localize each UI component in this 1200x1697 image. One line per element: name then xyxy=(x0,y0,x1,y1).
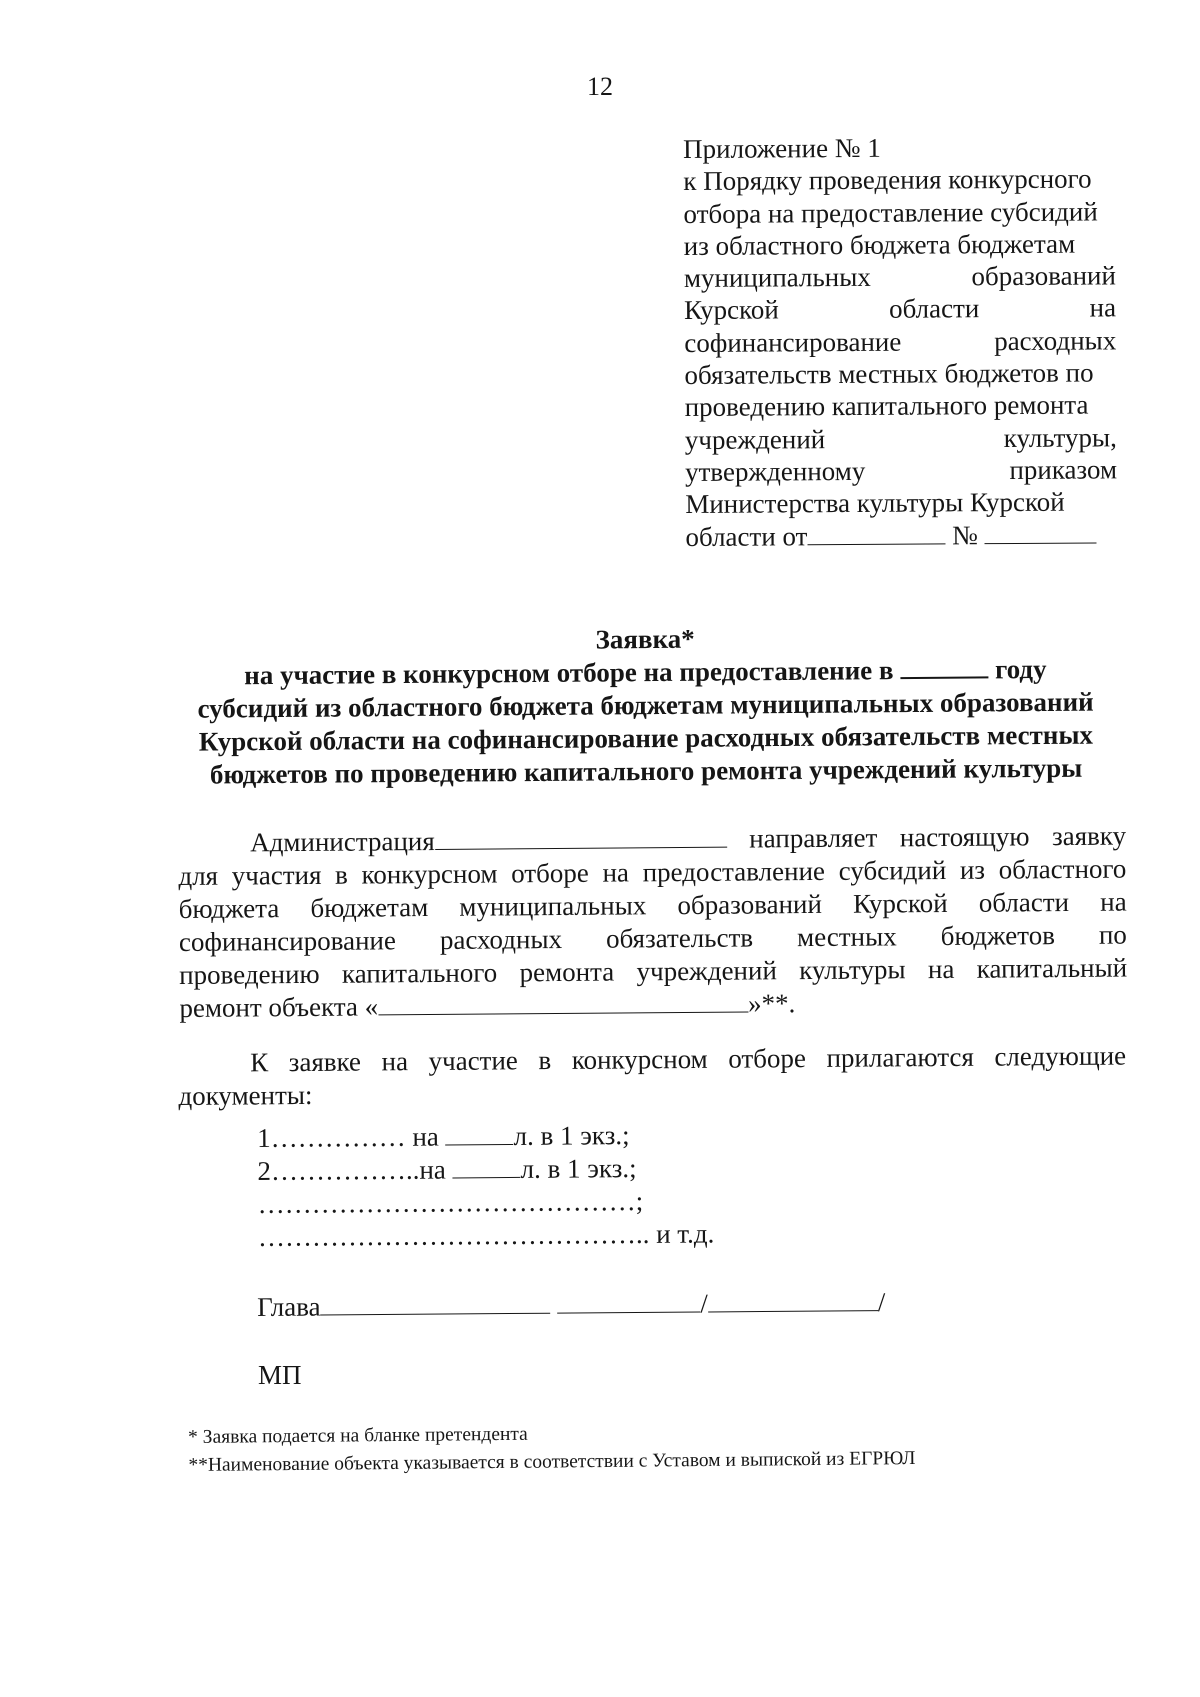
list-item-prefix: 1…………… на xyxy=(257,1121,439,1153)
slash-separator: / xyxy=(700,1288,708,1319)
appendix-line: Курской области на xyxy=(683,292,1117,326)
list-item-suffix: л. в 1 экз.; xyxy=(513,1120,630,1151)
stamp-label: МП xyxy=(258,1360,302,1390)
title-line-part: году xyxy=(994,653,1047,685)
administration-label: Администрация xyxy=(250,825,435,858)
paragraph-line: бюджета бюджетам муниципальных образований Курской области на xyxy=(178,886,1127,924)
list-item-suffix: л. в 1 экз.; xyxy=(520,1153,637,1184)
attachments-paragraph xyxy=(178,1040,1126,1113)
application-title xyxy=(150,619,1141,792)
appendix-line: к Порядку проведения конкурсного xyxy=(683,163,1092,197)
date-blank[interactable] xyxy=(807,521,945,545)
title-heading: Заявка* xyxy=(595,623,695,655)
title-line: Курской области на софинансирование расходных обязательств местных xyxy=(198,719,1094,757)
number-sign: № xyxy=(952,519,979,550)
object-name-blank[interactable] xyxy=(378,990,748,1016)
slash-closing: / xyxy=(877,1287,886,1318)
paragraph-line: проведению капитального ремонта учреждений культуры на капитальный xyxy=(179,952,1128,990)
appendix-line: софинансирование расходных xyxy=(684,325,1117,358)
appendix-line: обязательств местных бюджетов по xyxy=(684,357,1094,391)
appendix-line: утвержденному приказом xyxy=(684,454,1118,487)
application-paragraph xyxy=(178,820,1128,1025)
signature-line xyxy=(257,1287,885,1323)
paragraph-line: документы: xyxy=(178,1079,313,1111)
signature-blank[interactable] xyxy=(320,1291,550,1316)
title-line: субсидий из областного бюджета бюджетам муниципальных образований xyxy=(197,686,1094,724)
appendix-title: Приложение № 1 xyxy=(683,132,881,164)
list-item: ……………………………………; xyxy=(257,1185,644,1219)
appendix-header xyxy=(683,130,1118,552)
list-item xyxy=(257,1151,714,1188)
pages-blank[interactable] xyxy=(445,1122,513,1146)
order-number-blank[interactable] xyxy=(985,520,1097,544)
page-number: 12 xyxy=(587,72,613,101)
list-item-prefix: 2……………..на xyxy=(257,1154,446,1186)
appendix-line: проведению капитального ремонта xyxy=(684,389,1089,423)
administration-blank[interactable] xyxy=(435,825,727,850)
paragraph-line xyxy=(179,985,1127,1025)
list-item: …………………………………….. и т.д. xyxy=(257,1218,715,1252)
footnotes xyxy=(188,1417,916,1480)
paragraph-line: софинансирование расходных обязательств местных бюджетов по xyxy=(178,919,1127,957)
list-item xyxy=(257,1118,714,1155)
appendix-date-line xyxy=(685,518,1117,553)
name-blank[interactable] xyxy=(708,1288,878,1312)
appendix-line: учреждений культуры, xyxy=(684,422,1117,455)
footnote: * Заявка подается на бланке претендента xyxy=(188,1423,528,1448)
date-prefix: области от xyxy=(685,520,808,552)
appendix-line: отбора на предоставление субсидий xyxy=(683,196,1098,229)
documents-list xyxy=(257,1118,714,1254)
appendix-line: Министерства культуры Курской xyxy=(685,486,1065,520)
object-suffix: »**. xyxy=(747,988,796,1019)
signature-blank-2[interactable] xyxy=(557,1290,700,1314)
head-label: Глава xyxy=(257,1291,321,1322)
paragraph-text: направляет настоящую заявку xyxy=(749,820,1127,854)
footnote: **Наименование объекта указывается в соответствии с Уставом и выпиской из ЕГРЮЛ xyxy=(188,1448,916,1476)
appendix-line: муниципальных образований xyxy=(683,260,1116,294)
paragraph-line: для участия в конкурсном отборе на предоставление субсидий из областного xyxy=(178,853,1127,891)
paragraph-line: К заявке на участие в конкурсном отборе прилагаются следующие xyxy=(250,1040,1127,1078)
pages-blank[interactable] xyxy=(452,1155,520,1179)
year-blank[interactable] xyxy=(900,654,988,679)
title-line-part: на участие в конкурсном отборе на предоставление в xyxy=(244,655,894,691)
title-line: бюджетов по проведению капитального ремонта учреждений культуры xyxy=(209,752,1083,790)
object-prefix: ремонт объекта « xyxy=(179,991,379,1023)
appendix-line: из областного бюджета бюджетам xyxy=(683,228,1076,261)
